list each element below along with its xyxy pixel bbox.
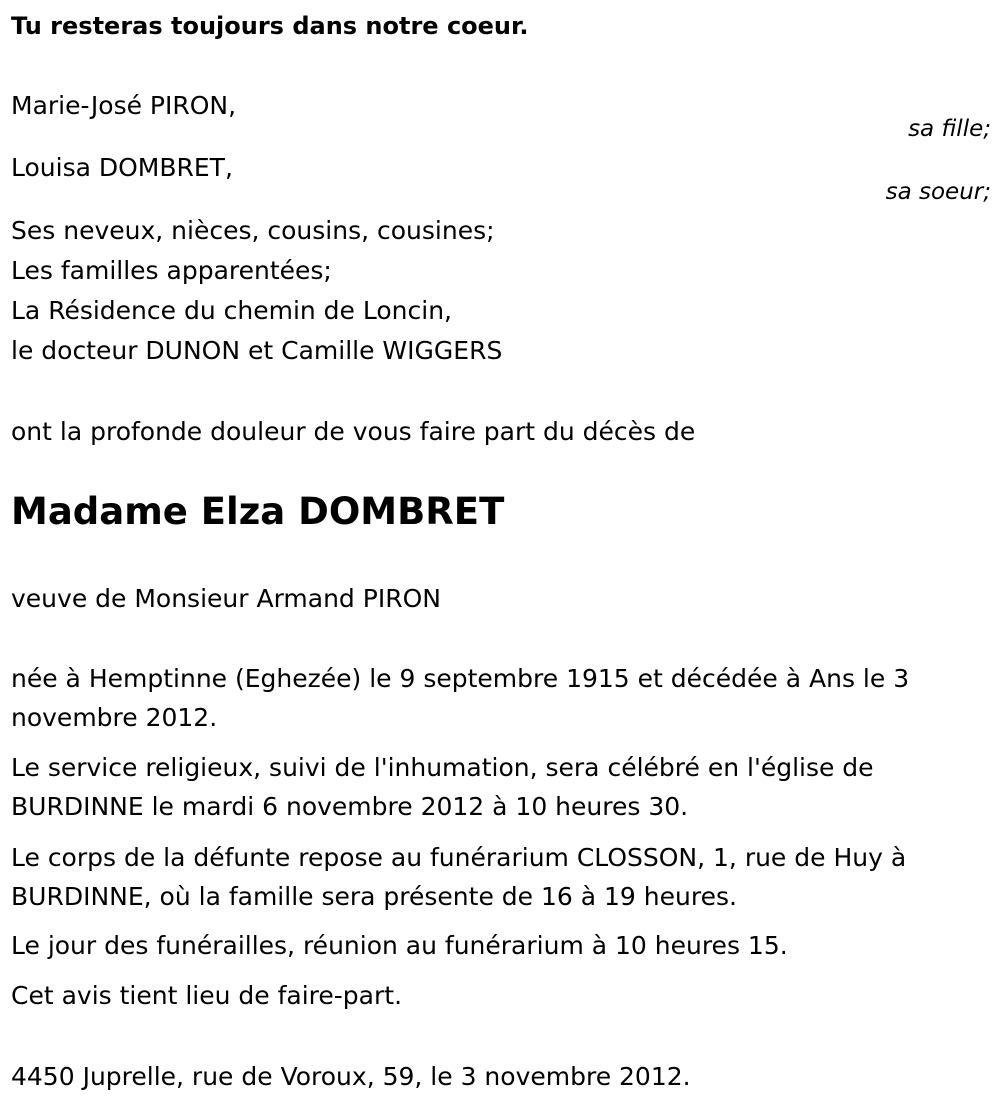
other-mourners-line-3: La Résidence du chemin de Loncin, [11, 296, 452, 325]
viewing-line-2: BURDINNE, où la famille sera présente de 16 à 19 heures. [11, 882, 737, 911]
other-mourners-line-1: Ses neveux, nièces, cousins, cousines; [11, 216, 495, 245]
other-mourners-line-4: le docteur DUNON et Camille WIGGERS [11, 336, 503, 365]
service-line-2: BURDINNE le mardi 6 novembre 2012 à 10 heures 30. [11, 792, 689, 821]
widow-of: veuve de Monsieur Armand PIRON [11, 584, 441, 613]
birth-death-line-1: née à Hemptinne (Eghezée) le 9 septembre 1915 et décédée à Ans le 3 [11, 664, 910, 693]
mourner-relation-2: sa soeur; [885, 179, 991, 205]
birth-death-line-2: novembre 2012. [11, 703, 218, 732]
mourner-name-2: Louisa DOMBRET, [11, 153, 233, 182]
announcement: ont la profonde douleur de vous faire part du décès de [11, 417, 696, 446]
address-date: 4450 Juprelle, rue de Voroux, 59, le 3 novembre 2012. [11, 1062, 691, 1091]
funeral-day: Le jour des funérailles, réunion au funérarium à 10 heures 15. [11, 931, 788, 960]
service-line-1: Le service religieux, suivi de l'inhumation, sera célébré en l'église de [11, 753, 874, 782]
mourner-name-1: Marie-José PIRON, [11, 91, 237, 120]
motto: Tu resteras toujours dans notre coeur. [11, 12, 529, 40]
obituary-notice [11, 0, 991, 1112]
deceased-name: Madame Elza DOMBRET [11, 490, 505, 533]
viewing-line-1: Le corps de la défunte repose au funérarium CLOSSON, 1, rue de Huy à [11, 843, 907, 872]
other-mourners-line-2: Les familles apparentées; [11, 256, 332, 285]
mourner-relation-1: sa fille; [908, 116, 991, 142]
notice-note: Cet avis tient lieu de faire-part. [11, 981, 403, 1010]
